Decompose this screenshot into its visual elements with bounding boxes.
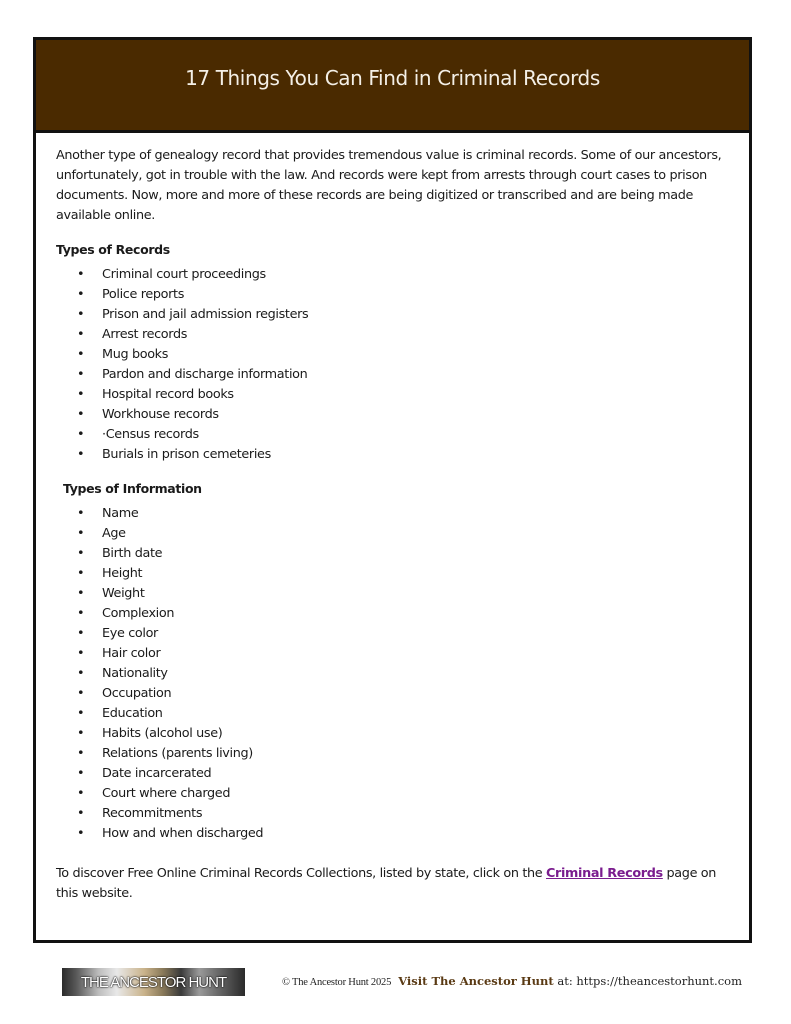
list-item — [56, 425, 729, 445]
list-item-text: Prison and jail admission registers — [102, 307, 309, 322]
list-item-text: Recommitments — [102, 806, 203, 821]
closing-text-after: page on this website. — [56, 866, 717, 901]
list-item-text: Weight — [102, 586, 145, 601]
bullet-icon: • — [77, 786, 85, 801]
records-section-heading: Types of Records — [56, 242, 170, 257]
list-item — [56, 784, 729, 804]
list-item-text: Mug books — [102, 347, 169, 362]
bullet-icon: • — [77, 307, 85, 322]
bullet-icon: • — [77, 407, 85, 422]
list-item — [56, 544, 729, 564]
document-body — [36, 133, 749, 904]
list-item-text: Age — [102, 526, 126, 541]
bullet-icon: • — [77, 327, 85, 342]
closing-text-before: To discover Free Online Criminal Records Collections, listed by state, click on the — [56, 866, 547, 881]
footer-text — [282, 974, 742, 988]
list-item — [56, 345, 729, 365]
list-item — [56, 584, 729, 604]
list-item — [56, 604, 729, 624]
bullet-icon: • — [77, 506, 85, 521]
list-item-text: Date incarcerated — [102, 766, 212, 781]
list-item-text: Habits (alcohol use) — [102, 726, 223, 741]
ancestor-hunt-logo[interactable] — [62, 968, 245, 996]
information-section-heading: Types of Information — [63, 481, 202, 496]
bullet-icon: • — [77, 766, 85, 781]
bullet-icon: • — [77, 586, 85, 601]
title-banner — [36, 40, 749, 133]
bullet-icon: • — [77, 746, 85, 761]
list-item — [56, 624, 729, 644]
list-item — [56, 365, 729, 385]
list-item — [56, 504, 729, 524]
list-item — [56, 305, 729, 325]
copyright-text: © The Ancestor Hunt 2025 — [282, 977, 392, 988]
list-item — [56, 644, 729, 664]
bullet-icon: • — [77, 606, 85, 621]
footer — [62, 966, 742, 998]
list-item-text: Occupation — [102, 686, 172, 701]
list-item — [56, 664, 729, 684]
list-item-text: Eye color — [102, 626, 158, 641]
list-item — [56, 564, 729, 584]
bullet-icon: • — [77, 566, 85, 581]
list-item-text: Complexion — [102, 606, 175, 621]
list-item — [56, 824, 729, 844]
bullet-icon: • — [77, 267, 85, 282]
list-item — [56, 684, 729, 704]
bullet-icon: • — [77, 646, 85, 661]
bullet-icon: • — [77, 706, 85, 721]
list-item-text: Name — [102, 506, 139, 521]
list-item — [56, 744, 729, 764]
bullet-icon: • — [77, 686, 85, 701]
list-item-text: Education — [102, 706, 163, 721]
bullet-icon: • — [77, 387, 85, 402]
list-item — [56, 804, 729, 824]
bullet-icon: • — [77, 427, 85, 442]
list-item-text: Hair color — [102, 646, 161, 661]
list-item — [56, 724, 729, 744]
bullet-icon: • — [77, 546, 85, 561]
records-list — [56, 265, 729, 465]
bullet-icon: • — [77, 367, 85, 382]
list-item-text: Burials in prison cemeteries — [102, 447, 271, 462]
information-list — [56, 504, 729, 844]
page-title: 17 Things You Can Find in Criminal Records — [185, 66, 600, 90]
site-url[interactable]: at: https://theancestorhunt.com — [553, 974, 742, 988]
list-item-text: Nationality — [102, 666, 168, 681]
list-item-text: ·Census records — [102, 427, 199, 442]
bullet-icon: • — [77, 447, 85, 462]
bullet-icon: • — [77, 726, 85, 741]
bullet-icon: • — [77, 826, 85, 841]
list-item — [56, 445, 729, 465]
bullet-icon: • — [77, 626, 85, 641]
bullet-icon: • — [77, 806, 85, 821]
list-item — [56, 285, 729, 305]
bullet-icon: • — [77, 666, 85, 681]
list-item — [56, 325, 729, 345]
list-item — [56, 524, 729, 544]
logo-text: THE ANCESTOR HUNT — [80, 973, 227, 991]
list-item-text: Pardon and discharge information — [102, 367, 308, 382]
bullet-icon: • — [77, 526, 85, 541]
document-frame — [33, 37, 752, 943]
list-item-text: Arrest records — [102, 327, 188, 342]
list-item-text: Relations (parents living) — [102, 746, 253, 761]
list-item — [56, 704, 729, 724]
list-item-text: Height — [102, 566, 143, 581]
list-item-text: Hospital record books — [102, 387, 234, 402]
visit-label: Visit The Ancestor Hunt — [398, 974, 554, 988]
list-item-text: How and when discharged — [102, 826, 264, 841]
criminal-records-link[interactable]: Criminal Records — [546, 866, 663, 881]
list-item — [56, 405, 729, 425]
list-item — [56, 385, 729, 405]
list-item — [56, 764, 729, 784]
bullet-icon: • — [77, 347, 85, 362]
closing-paragraph — [56, 864, 729, 904]
list-item-text: Criminal court proceedings — [102, 267, 266, 282]
list-item-text: Court where charged — [102, 786, 231, 801]
list-item-text: Workhouse records — [102, 407, 219, 422]
list-item — [56, 265, 729, 285]
list-item-text: Police reports — [102, 287, 185, 302]
intro-paragraph: Another type of genealogy record that provides tremendous value is criminal records. Some of our ancestors, unfortunately, got in trouble with the law. And records were kept from arrests through court cases to prison documents. Now, more and more of these records are being digitized or transcribed and are being made available online. — [56, 148, 722, 223]
bullet-icon: • — [77, 287, 85, 302]
list-item-text: Birth date — [102, 546, 163, 561]
